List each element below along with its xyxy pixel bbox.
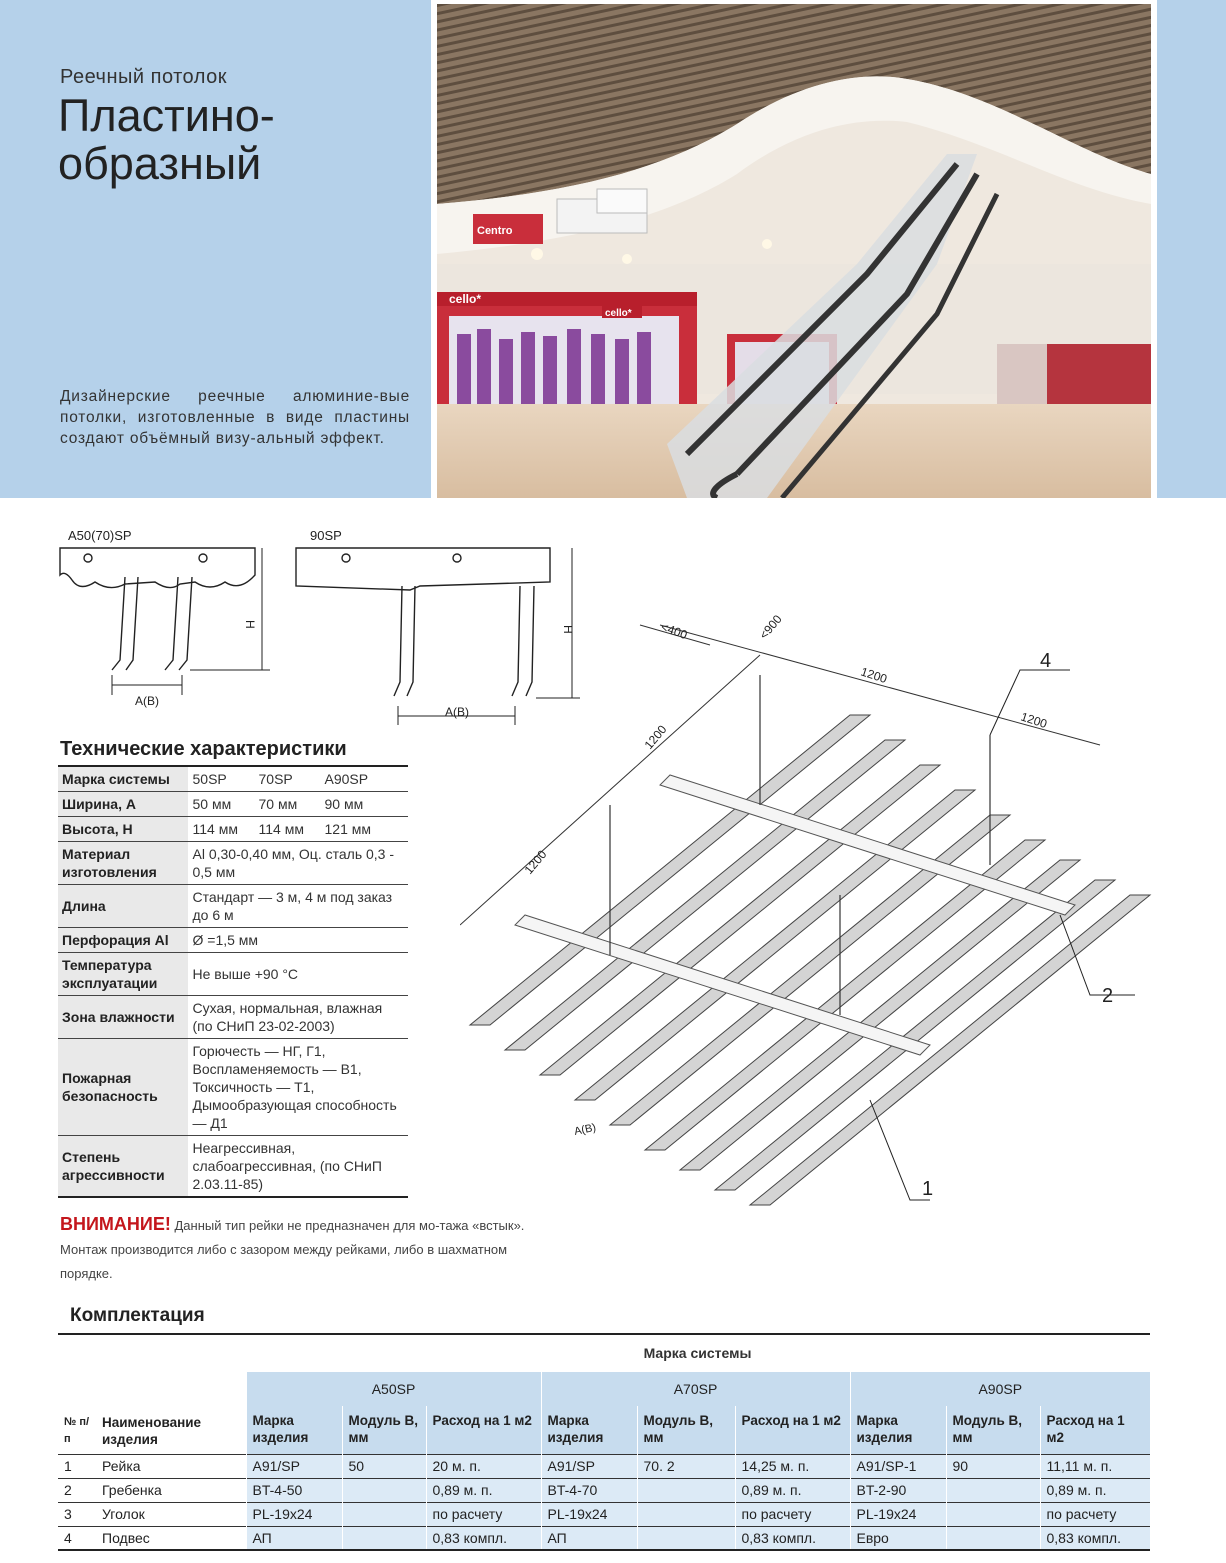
table-cell [342, 1502, 426, 1526]
warning-label: ВНИМАНИЕ! [60, 1214, 171, 1234]
divider [58, 1333, 1150, 1335]
spec-value-90: 121 мм [324, 821, 371, 837]
column-header: Расход на 1 м2 [426, 1406, 541, 1454]
table-cell: BT-4-70 [541, 1478, 637, 1502]
table-row [58, 817, 408, 842]
centro-sign: Centro [477, 225, 513, 237]
mall-escalator-illustration [437, 4, 1151, 498]
callout-2: 2 [1102, 985, 1114, 1007]
table-cell: 0,83 компл. [426, 1526, 541, 1550]
dim-label-1200-c: 1200 [641, 722, 670, 752]
diagram-width-label: A(B) [573, 1121, 598, 1138]
spec-value [188, 766, 408, 792]
dim-label-1200-b: 1200 [1019, 709, 1049, 732]
group-header-a50: A50SP [246, 1372, 541, 1406]
dim-label-1200-d: 1200 [521, 847, 550, 877]
spec-value: Стандарт — 3 м, 4 м под заказ до 6 м [188, 885, 408, 928]
dim-label-400: <400 [658, 619, 690, 643]
table-row [58, 1526, 1150, 1550]
row-number: 2 [58, 1478, 96, 1502]
table-row [58, 1502, 1150, 1526]
dim-label-900: <900 [756, 612, 785, 642]
spec-value-90: A90SP [324, 771, 369, 787]
row-number: 4 [58, 1526, 96, 1550]
table-row [58, 928, 408, 953]
height-label-right: H [561, 625, 575, 634]
column-header: Расход на 1 м2 [1040, 1406, 1150, 1454]
column-header: Расход на 1 м2 [735, 1406, 850, 1454]
spec-key: Ширина, А [58, 792, 188, 817]
table-cell: PL-19x24 [246, 1502, 342, 1526]
column-header: Марка изделия [541, 1406, 637, 1454]
spec-value-50: 114 мм [192, 821, 238, 837]
store-sign: cello* [449, 292, 482, 306]
spec-key: Пожарная безопасность [58, 1039, 188, 1136]
hero-accent-strip [1157, 0, 1226, 498]
table-cell: 50 [342, 1454, 426, 1478]
column-header: Модуль В, мм [637, 1406, 735, 1454]
table-sub-header [58, 1406, 1150, 1454]
table-cell: по расчету [1040, 1502, 1150, 1526]
table-cell: 0,83 компл. [1040, 1526, 1150, 1550]
page-subtitle: Реечный потолок [60, 66, 228, 88]
table-cell: 11,11 м. п. [1040, 1454, 1150, 1478]
table-cell [637, 1478, 735, 1502]
spec-key: Температура эксплуатации [58, 953, 188, 996]
column-header: Марка изделия [246, 1406, 342, 1454]
table-row [58, 766, 408, 792]
callout-4: 4 [1040, 650, 1052, 672]
table-cell: 0,89 м. п. [426, 1478, 541, 1502]
column-header-name: Наименование изделия [96, 1406, 246, 1454]
spec-value-70: 114 мм [258, 821, 304, 837]
table-cell [946, 1502, 1040, 1526]
hero-photo [437, 4, 1151, 498]
table-cell: BT-2-90 [850, 1478, 946, 1502]
spec-value [188, 792, 408, 817]
spec-value: Горючесть — НГ, Г1, Воспламеняемость — В1, Токсичность — Т1, Дымообразующая способность — Д1 [188, 1039, 408, 1136]
kit-caption: Марка системы [643, 1345, 752, 1361]
title-line-2: образный [58, 138, 262, 189]
row-number: 1 [58, 1454, 96, 1478]
table-group-header [58, 1372, 1150, 1406]
table-cell: 20 м. п. [426, 1454, 541, 1478]
spec-value-70: 70 мм [258, 796, 298, 812]
spec-value-70: 70SP [258, 771, 293, 787]
table-row [58, 842, 408, 885]
table-row [58, 953, 408, 996]
table-cell: 0,89 м. п. [735, 1478, 850, 1502]
table-cell [342, 1526, 426, 1550]
spec-key: Зона влажности [58, 996, 188, 1039]
row-name: Рейка [96, 1454, 246, 1478]
spec-key: Длина [58, 885, 188, 928]
column-header: Модуль B, мм [342, 1406, 426, 1454]
dim-label-1200-a: 1200 [859, 664, 889, 687]
spec-value-50: 50SP [192, 771, 227, 787]
table-cell: A91/SP-1 [850, 1454, 946, 1478]
spec-key: Марка системы [58, 766, 188, 792]
height-label-left: H [243, 620, 257, 629]
spec-key: Перфорация Al [58, 928, 188, 953]
page-title [58, 92, 275, 188]
table-cell [946, 1526, 1040, 1550]
table-row [58, 1136, 408, 1198]
group-header-a70: A70SP [541, 1372, 850, 1406]
table-cell [637, 1526, 735, 1550]
column-header: Марка изделия [850, 1406, 946, 1454]
column-header-number: № п/п [58, 1406, 96, 1454]
group-header-a90: A90SP [850, 1372, 1150, 1406]
profile-label-right: 90SP [310, 528, 342, 543]
table-cell: по расчету [735, 1502, 850, 1526]
width-label-left: A(B) [135, 694, 159, 708]
table-cell: A91/SP [541, 1454, 637, 1478]
row-number: 3 [58, 1502, 96, 1526]
spec-value: Неагрессивная, слабоагрессивная, (по СНиП 2.03.11-85) [188, 1136, 408, 1198]
table-row [58, 996, 408, 1039]
table-cell [946, 1478, 1040, 1502]
kit-table [58, 1372, 1150, 1551]
hero-description: Дизайнерские реечные алюминие-вые потолки, изготовленные в виде пластины создают объёмный визу-альный эффект. [60, 388, 410, 447]
table-cell: АП [541, 1526, 637, 1550]
profile-label-left: A50(70)SP [68, 528, 132, 543]
column-header: Модуль B, мм [946, 1406, 1040, 1454]
table-row [58, 1454, 1150, 1478]
warning-note [60, 1212, 550, 1286]
table-row [58, 792, 408, 817]
table-cell: по расчету [426, 1502, 541, 1526]
warning-text: Данный тип рейки не предназначен для мо-тажа «встык». Монтаж производится либо с зазором между рейками, либо в шахматном порядке. [60, 1218, 525, 1281]
table-cell: 14,25 м. п. [735, 1454, 850, 1478]
spec-value: Сухая, нормальная, влажная (по СНиП 23-02-2003) [188, 996, 408, 1039]
spec-value [188, 817, 408, 842]
table-cell: Евро [850, 1526, 946, 1550]
table-cell [342, 1478, 426, 1502]
kit-title: Комплектация [70, 1305, 205, 1326]
table-cell: АП [246, 1526, 342, 1550]
spec-key: Высота, H [58, 817, 188, 842]
table-row [58, 1478, 1150, 1502]
table-cell: A91/SP [246, 1454, 342, 1478]
row-name: Уголок [96, 1502, 246, 1526]
table-row [58, 1039, 408, 1136]
callout-1: 1 [922, 1178, 934, 1200]
table-row [58, 885, 408, 928]
title-line-1: Пластино- [58, 90, 275, 141]
spec-value: Не выше +90 °С [188, 953, 408, 996]
table-cell: 70. 2 [637, 1454, 735, 1478]
table-cell: 90 [946, 1454, 1040, 1478]
row-name: Гребенка [96, 1478, 246, 1502]
spec-value: Al 0,30-0,40 мм, Оц. сталь 0,3 - 0,5 мм [188, 842, 408, 885]
installation-diagram [460, 595, 1160, 1215]
spec-value-50: 50 мм [192, 796, 232, 812]
spec-key: Материал изготовления [58, 842, 188, 885]
row-name: Подвес [96, 1526, 246, 1550]
store-sign-2: cello* [605, 308, 632, 319]
width-label-right: A(B) [445, 705, 469, 719]
table-cell: 0,83 компл. [735, 1526, 850, 1550]
spec-value-90: 90 мм [324, 796, 364, 812]
spec-key: Степень агрессивности [58, 1136, 188, 1198]
table-cell: PL-19x24 [541, 1502, 637, 1526]
table-cell: PL-19x24 [850, 1502, 946, 1526]
tech-specs-title: Технические характеристики [60, 738, 347, 760]
spec-value: Ø =1,5 мм [188, 928, 408, 953]
table-cell: BT-4-50 [246, 1478, 342, 1502]
table-cell [637, 1502, 735, 1526]
table-cell: 0,89 м. п. [1040, 1478, 1150, 1502]
tech-specs-table [58, 765, 408, 1198]
